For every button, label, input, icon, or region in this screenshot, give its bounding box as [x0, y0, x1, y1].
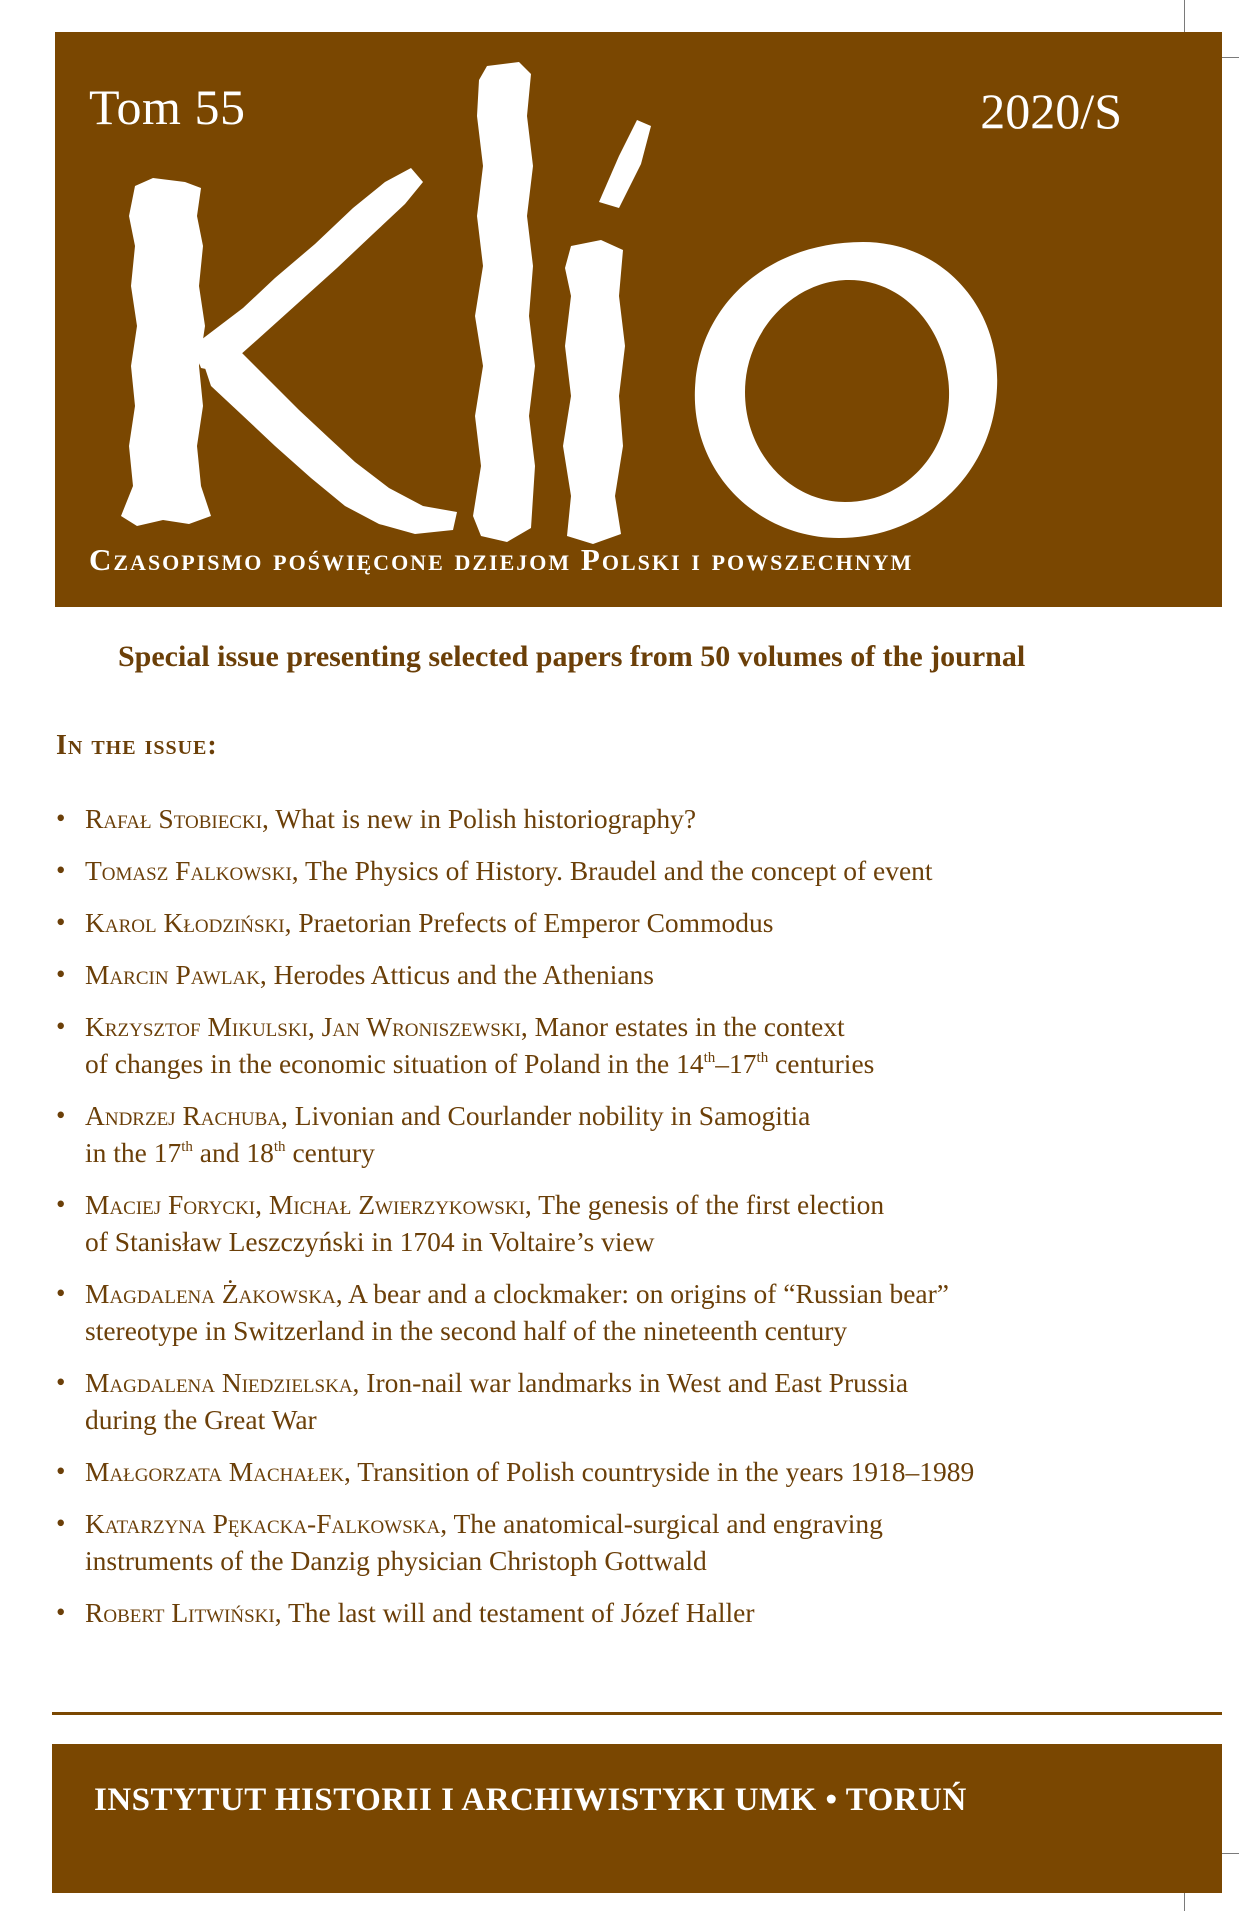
- logo-accent: [599, 120, 651, 208]
- journal-subtitle: Czasopismo poświęcone dziejom Polski i powszechnym: [89, 542, 914, 577]
- article-title: , Transition of Polish countryside in the years 1918–1989: [344, 1456, 975, 1487]
- list-item: [56, 1008, 1116, 1082]
- klio-logo: [93, 46, 1133, 566]
- article-line-continuation: of Stanisław Leszczyński in 1704 in Voltaire’s view: [85, 1226, 655, 1257]
- list-item: [56, 1097, 1116, 1171]
- special-issue-note: Special issue presenting selected papers from 50 volumes of the journal: [118, 640, 1026, 673]
- bullet-icon: •: [56, 1189, 66, 1219]
- article-author: Robert Litwiński: [85, 1597, 275, 1628]
- cover-footer: [52, 1744, 1222, 1893]
- article-title: , A bear and a clockmaker: on origins of “Russian bear”: [335, 1278, 949, 1309]
- list-item: [56, 1186, 1116, 1260]
- bullet-icon: •: [56, 855, 66, 885]
- issue-code: 2020/S: [980, 83, 1122, 139]
- article-title: , The genesis of the first election: [524, 1189, 885, 1220]
- article-author: Tomasz Falkowski: [85, 855, 292, 886]
- list-item: [56, 1594, 1116, 1631]
- article-line: [85, 1275, 1116, 1312]
- article-author: Małgorzata Machałek: [85, 1456, 345, 1487]
- article-title: , Livonian and Courlander nobility in Samogitia: [281, 1100, 811, 1131]
- in-the-issue-heading: In the issue:: [56, 730, 218, 761]
- article-author: Maciej Forycki, Michał Zwierzykowski: [85, 1189, 525, 1220]
- article-author: Andrzej Rachuba: [85, 1100, 282, 1131]
- bullet-icon: •: [56, 1508, 66, 1538]
- logo-letter-k-upper-arm: [193, 168, 423, 372]
- article-title: , Herodes Atticus and the Athenians: [259, 959, 655, 990]
- bullet-icon: •: [56, 1456, 66, 1486]
- publisher-name: INSTYTUT HISTORII I ARCHIWISTYKI UMK • TORUŃ: [94, 1782, 967, 1818]
- logo-letter-i: [563, 240, 625, 544]
- article-title: , The last will and testament of Józef Haller: [274, 1597, 755, 1628]
- bullet-icon: •: [56, 1011, 66, 1041]
- logo-letter-k-lower-leg: [201, 346, 457, 534]
- article-title: , The anatomical-surgical and engraving: [440, 1508, 883, 1539]
- list-item: [56, 1505, 1116, 1579]
- bullet-icon: •: [56, 1278, 66, 1308]
- article-line: [85, 1186, 1116, 1223]
- article-line-continuation: stereotype in Switzerland in the second half of the nineteenth century: [85, 1315, 848, 1346]
- volume-number: Tom 55: [89, 79, 246, 135]
- article-line: [85, 1594, 1116, 1631]
- bullet-icon: •: [56, 907, 66, 937]
- article-author: Rafał Stobiecki: [85, 803, 263, 834]
- article-title: , Praetorian Prefects of Emperor Commodus: [284, 907, 774, 938]
- article-line-continuation: of changes in the economic situation of Poland in the 14th–17th centuries: [85, 1048, 875, 1079]
- bullet-icon: •: [56, 1100, 66, 1130]
- article-author: Marcin Pawlak: [85, 959, 260, 990]
- article-line: [85, 1097, 1116, 1134]
- article-author: Magdalena Niedzielska: [85, 1367, 353, 1398]
- article-line-continuation: instruments of the Danzig physician Christoph Gottwald: [85, 1545, 707, 1576]
- list-item: [56, 1364, 1116, 1438]
- list-item: [56, 904, 1116, 941]
- list-item: [56, 852, 1116, 889]
- list-item: [56, 1453, 1116, 1490]
- article-line-continuation: during the Great War: [85, 1404, 317, 1435]
- article-line: [85, 800, 1116, 837]
- article-author: Magdalena Żakowska: [85, 1278, 336, 1309]
- article-line: [85, 1453, 1116, 1490]
- article-line-continuation: in the 17th and 18th century: [85, 1137, 375, 1168]
- list-item: [56, 800, 1116, 837]
- bullet-icon: •: [56, 1597, 66, 1627]
- cover-header: [55, 32, 1222, 607]
- list-item: [56, 1275, 1116, 1349]
- article-author: Katarzyna Pękacka-Falkowska: [85, 1508, 441, 1539]
- article-title: , Iron-nail war landmarks in West and East Prussia: [352, 1367, 909, 1398]
- logo-letter-o: [695, 242, 997, 538]
- article-title: , The Physics of History. Braudel and the concept of event: [291, 855, 933, 886]
- article-title: , Manor estates in the context: [520, 1011, 845, 1042]
- article-author: Karol Kłodziński: [85, 907, 285, 938]
- article-list: [56, 800, 1116, 1646]
- bullet-icon: •: [56, 803, 66, 833]
- article-line: [85, 904, 1116, 941]
- list-item: [56, 956, 1116, 993]
- article-line: [85, 852, 1116, 889]
- article-author: Krzysztof Mikulski, Jan Wroniszewski: [85, 1011, 521, 1042]
- article-line: [85, 1364, 1116, 1401]
- article-title: , What is new in Polish historiography?: [262, 803, 697, 834]
- divider-line: [52, 1712, 1222, 1715]
- bullet-icon: •: [56, 1367, 66, 1397]
- logo-letter-l: [473, 62, 535, 542]
- bullet-icon: •: [56, 959, 66, 989]
- article-line: [85, 1505, 1116, 1542]
- article-line: [85, 956, 1116, 993]
- article-line: [85, 1008, 1116, 1045]
